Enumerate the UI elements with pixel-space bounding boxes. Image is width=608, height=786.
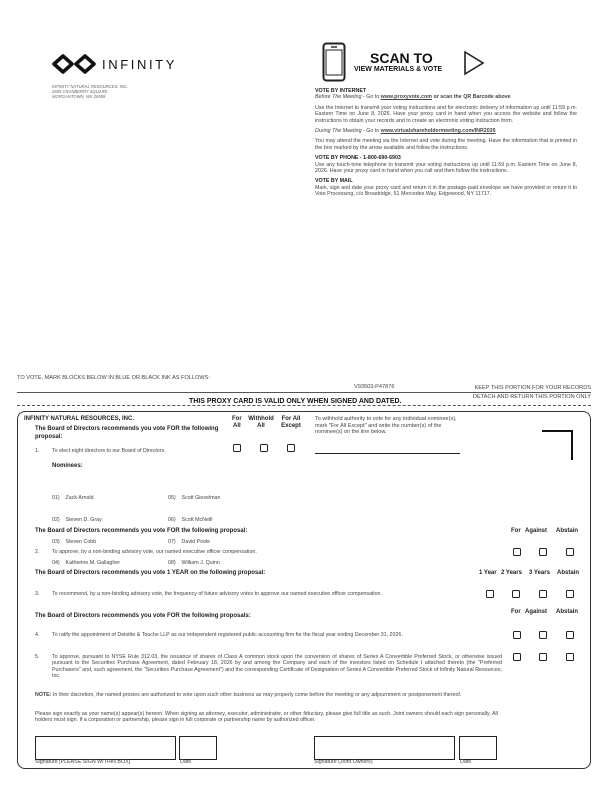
corner-bracket bbox=[542, 430, 574, 460]
item-2-against-checkbox[interactable] bbox=[539, 548, 547, 556]
date-box[interactable] bbox=[179, 736, 217, 760]
item-4-number: 4. bbox=[35, 632, 40, 638]
board-recommendation-3: The Board of Directors recommends you vote 1 YEAR on the following proposal: bbox=[35, 570, 266, 576]
detach-line bbox=[17, 405, 591, 406]
item-3-3-years-checkbox[interactable] bbox=[539, 590, 547, 598]
before-meeting-line bbox=[315, 94, 577, 100]
arrow-right-icon bbox=[462, 50, 486, 76]
signature-box[interactable] bbox=[35, 736, 176, 760]
nominee: 06) Scott McNeill bbox=[168, 517, 213, 524]
during-meeting-instructions: You may attend the meeting via the Internet and vote during the meeting. Have the information that is printed in the box marked by the arrow available and follow the instructions. bbox=[315, 138, 577, 151]
nominee-exception-line[interactable] bbox=[315, 453, 460, 454]
header-abstain-4: Abstain bbox=[556, 609, 579, 615]
header-against-4: Against bbox=[525, 609, 548, 615]
col-for-label: For bbox=[232, 416, 242, 422]
address-line: INFINITY NATURAL RESOURCES, INC. bbox=[52, 84, 129, 89]
keep-portion-label: KEEP THIS PORTION FOR YOUR RECORDS bbox=[474, 385, 591, 391]
signing-instructions: Please sign exactly as your name(s) appear(s) hereon. When signing as attorney, executor, administrator, or other fiduciary, please give full title as such. Joint owners should each sign personally. All holders must sign. If a corporation or partnership, please sign in full corporate or partnership name by authorized officer. bbox=[35, 711, 498, 724]
item-1-number: 1. bbox=[35, 448, 40, 454]
note-label: NOTE: bbox=[35, 692, 52, 698]
vote-instructions bbox=[315, 88, 577, 198]
item-5-for-checkbox[interactable] bbox=[513, 653, 521, 661]
internet-instructions: Use the Internet to transmit your voting instructions and for electronic delivery of information up until 11:59 p.m. Eastern Time on June 8, 2026. Have your proxy card in hand when you access the website and follow the instructions to obtain your records and to create an electronic voting instruction form. bbox=[315, 104, 577, 124]
item-5-against-checkbox[interactable] bbox=[539, 653, 547, 661]
nominee: 08) William J. Quinn bbox=[168, 560, 220, 567]
header-against: Against bbox=[525, 528, 548, 534]
signature-label: Signature [PLEASE SIGN WITHIN BOX] bbox=[35, 759, 131, 765]
nominee: 05) Scott Gieselman bbox=[168, 495, 221, 502]
virtual-meeting-link[interactable]: www.virtualshareholdermeeting.com/INR2026 bbox=[380, 128, 496, 135]
board-recommendation-2: The Board of Directors recommends you vote FOR the following proposal: bbox=[35, 528, 248, 534]
col-withhold-all bbox=[246, 416, 276, 431]
note bbox=[35, 692, 505, 698]
note-text: In their discretion, the named proxies are authorized to vote upon such other business as may properly come before the meeting or any adjournment or postponement thereof. bbox=[51, 692, 462, 698]
vote-mail-heading: VOTE BY MAIL bbox=[315, 178, 353, 185]
vote-internet-heading: VOTE BY INTERNET bbox=[315, 88, 367, 94]
card-company-name: INFINITY NATURAL RESOURCES, INC. bbox=[24, 416, 135, 422]
scan-subtitle: VIEW MATERIALS & VOTE bbox=[354, 66, 443, 73]
item-5-text: To approve, pursuant to NYSE Rule 312.03, the issuance of shares of Class A common stock upon the conversion of shares of Series A Convertible Preferred Stock, or otherwise issued pursuant to the Securities Purchase Agreement, dated February 18, 2026 by and among the Company and each of the investors listed on Schedule I attached thereto (the "Preferred Purchasers" and, such agreement, the "Securities Purchase Agreement") and the corresponding Certificate of Designation of Series A Convertible Preferred Stock of Infinity Natural Resources, Inc. bbox=[52, 654, 502, 680]
col-except-label: Except bbox=[281, 423, 301, 430]
col-withhold-label: Withhold bbox=[248, 416, 274, 422]
joint-signature-label: Signature (Joint Owners) bbox=[314, 759, 373, 765]
nominee: 03) Steven Cobb bbox=[52, 538, 97, 545]
item-4-for-checkbox[interactable] bbox=[513, 631, 521, 639]
col-for-all-except bbox=[276, 416, 306, 431]
item-1-for-all-except-checkbox[interactable] bbox=[287, 444, 295, 452]
item-5-number: 5. bbox=[35, 654, 40, 660]
header-abstain: Abstain bbox=[556, 528, 579, 534]
scan-title: SCAN TO bbox=[370, 50, 433, 66]
before-meeting-goto: - Go to bbox=[361, 94, 381, 101]
item-1-text: To elect eight directors to our Board of Directors. bbox=[52, 448, 166, 454]
board-recommendation-4: The Board of Directors recommends you vote FOR the following proposals: bbox=[35, 613, 251, 619]
joint-signature-box[interactable] bbox=[314, 736, 455, 760]
header-abstain-3: Abstain bbox=[557, 570, 580, 576]
company-address bbox=[52, 84, 192, 100]
header-2-years: 2 Years bbox=[501, 570, 522, 576]
address-line: 2605 CRANBERRY SQUARE bbox=[52, 89, 108, 95]
during-meeting-label: During The Meeting bbox=[315, 128, 362, 135]
board-recommendation-1: The Board of Directors recommends you vote FOR the following proposal: bbox=[35, 426, 219, 440]
vote-phone-heading: VOTE BY PHONE - 1-800-690-6903 bbox=[315, 155, 401, 162]
date-label: Date bbox=[180, 759, 192, 765]
col-forall-label: For All bbox=[281, 416, 301, 422]
control-code: V93503-P47876 bbox=[354, 384, 395, 390]
logo-wordmark: INFINITY bbox=[102, 57, 177, 72]
address-line: MORGANTOWN, WV 26508 bbox=[52, 94, 106, 100]
phone-icon bbox=[322, 42, 346, 82]
item-4-text: To ratify the appointment of Deloitte & Touche LLP as our independent registered public accounting firm for the fiscal year ending December 31, 2026. bbox=[52, 632, 403, 638]
header-3-years: 3 Years bbox=[529, 570, 550, 576]
nominee: 01) Zack Arnold bbox=[52, 495, 94, 502]
item-2-for-checkbox[interactable] bbox=[513, 548, 521, 556]
during-meeting-goto: - Go to bbox=[361, 128, 381, 135]
ink-instructions: TO VOTE, MARK BLOCKS BELOW IN BLUE OR BLACK INK AS FOLLOWS: bbox=[17, 375, 210, 381]
item-3-abstain-checkbox[interactable] bbox=[566, 590, 574, 598]
company-logo bbox=[52, 52, 192, 76]
mail-instructions: Mark, sign and date your proxy card and return it in the postage-paid envelope we have provided or return it to Vote Processing, c/o Broadridge, 51 Mercedes Way, Edgewood, NY 11717. bbox=[315, 184, 577, 198]
item-2-abstain-checkbox[interactable] bbox=[566, 548, 574, 556]
item-3-number: 3. bbox=[35, 591, 40, 597]
nominee: 07) David Poole bbox=[168, 538, 211, 545]
records-rule bbox=[17, 392, 591, 393]
item-1-for-all-checkbox[interactable] bbox=[233, 444, 241, 452]
nominee: 02) Steven D. Gray bbox=[52, 517, 102, 524]
valid-notice: THIS PROXY CARD IS VALID ONLY WHEN SIGNED AND DATED. bbox=[189, 398, 402, 405]
item-4-against-checkbox[interactable] bbox=[539, 631, 547, 639]
item-2-text: To approve, by a non-binding advisory vote, our named executive officer compensation. bbox=[52, 549, 257, 555]
phone-instructions: Use any touch-tone telephone to transmit your voting instructions up until 11:59 p.m. Eastern Time on June 8, 2026. Have your proxy card in hand when you call and then follow the instructions. bbox=[315, 161, 577, 175]
col-for-all bbox=[232, 416, 242, 431]
col-all-label-2: All bbox=[257, 423, 265, 430]
infinity-logo-icon bbox=[52, 52, 96, 76]
during-meeting-line bbox=[315, 128, 577, 134]
withhold-instructions: To withhold authority to vote for any individual nominee(s), mark "For All Except" and write the number(s) of the nominee(s) on the line below. bbox=[315, 416, 457, 436]
detach-portion-label: DETACH AND RETURN THIS PORTION ONLY bbox=[473, 394, 591, 400]
col-all-label: All bbox=[233, 423, 241, 430]
item-3-1-year-checkbox[interactable] bbox=[486, 590, 494, 598]
item-5-abstain-checkbox[interactable] bbox=[566, 653, 574, 661]
item-3-text: To recommend, by a non-binding advisory vote, the frequency of future advisory votes to approve our named executive officer compensation. bbox=[52, 591, 382, 597]
header-1-year: 1 Year bbox=[479, 570, 497, 576]
scan-qr-text: or scan the QR Barcode above bbox=[432, 94, 511, 101]
header-for: For bbox=[511, 528, 521, 534]
joint-date-box[interactable] bbox=[459, 736, 497, 760]
item-4-abstain-checkbox[interactable] bbox=[566, 631, 574, 639]
nominees-label: Nominees: bbox=[52, 463, 83, 469]
item-1-withhold-all-checkbox[interactable] bbox=[260, 444, 268, 452]
nominee: 04) Katherine M. Gallagher bbox=[52, 560, 121, 567]
before-meeting-label: Before The Meeting bbox=[315, 94, 362, 101]
header-for-4: For bbox=[511, 609, 521, 615]
item-2-number: 2. bbox=[35, 549, 40, 555]
item-3-2-years-checkbox[interactable] bbox=[512, 590, 520, 598]
joint-date-label: Date bbox=[460, 759, 472, 765]
proxyvote-link[interactable]: www.proxyvote.com bbox=[380, 94, 432, 101]
